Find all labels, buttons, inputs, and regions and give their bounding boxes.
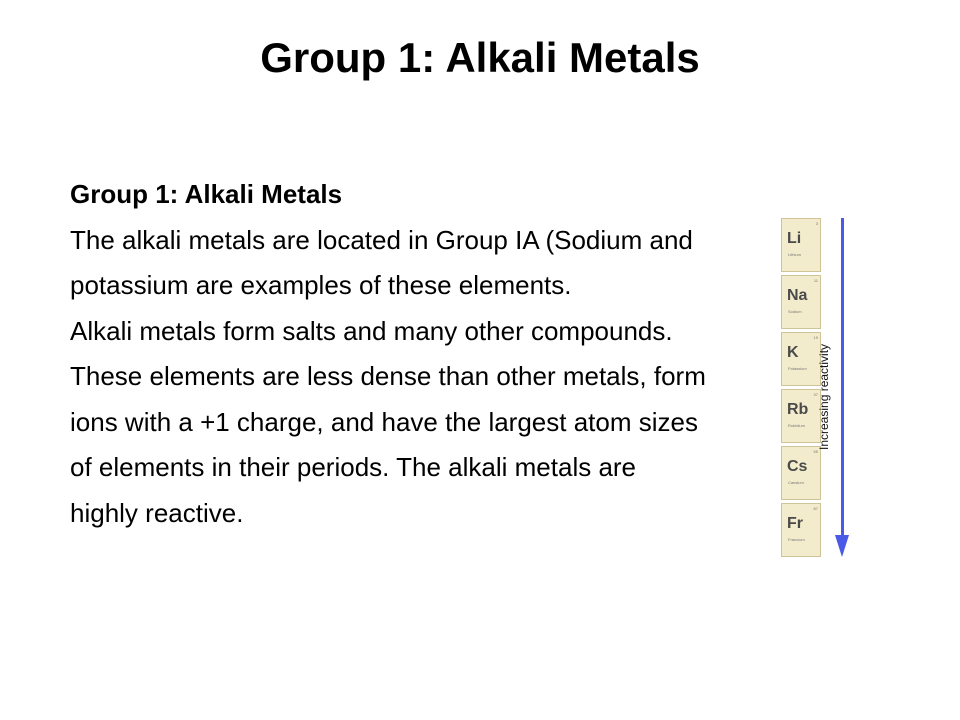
reactivity-arrow-shaft (841, 218, 844, 540)
element-symbol: Na (787, 287, 808, 304)
arrow-down-icon (835, 535, 849, 557)
element-tile (781, 503, 821, 557)
element-number: 87 (813, 506, 818, 511)
element-number: 37 (813, 392, 818, 397)
element-symbol: Li (787, 230, 802, 247)
element-name: Lithium (788, 252, 801, 257)
arrow-label: Increasing reactivity (817, 343, 831, 450)
paragraph-location: The alkali metals are located in Group IA (Sodium and potassium are examples of these elements. (70, 224, 693, 300)
element-tile (781, 332, 821, 386)
element-number: 19 (813, 335, 818, 340)
slide-title: Group 1: Alkali Metals (260, 34, 700, 81)
element-name: Caesium (788, 480, 804, 485)
element-symbol: Cs (787, 458, 808, 475)
paragraph-compounds: Alkali metals form salts and many other compounds. (70, 315, 673, 346)
element-name: Rubidium (788, 423, 805, 428)
element-symbol: Fr (787, 515, 803, 532)
element-symbol: K (787, 344, 799, 361)
element-name: Francium (788, 537, 805, 542)
element-tile (781, 389, 821, 443)
element-number: 3 (815, 221, 818, 226)
element-name: Sodium (788, 309, 802, 314)
reactivity-figure (770, 215, 870, 565)
body-text (70, 172, 710, 536)
section-heading: Group 1: Alkali Metals (70, 179, 343, 209)
element-symbol: Rb (787, 401, 809, 418)
paragraph-properties: These elements are less dense than other metals, form ions with a +1 charge, and have the largest atom sizes of elements in their periods. The alkali metals are highly reactive. (70, 361, 706, 528)
element-tile (781, 218, 821, 272)
element-number: 11 (813, 278, 818, 283)
element-tile (781, 275, 821, 329)
element-tile (781, 446, 821, 500)
element-name: Potassium (788, 366, 807, 371)
element-number: 55 (813, 449, 818, 454)
